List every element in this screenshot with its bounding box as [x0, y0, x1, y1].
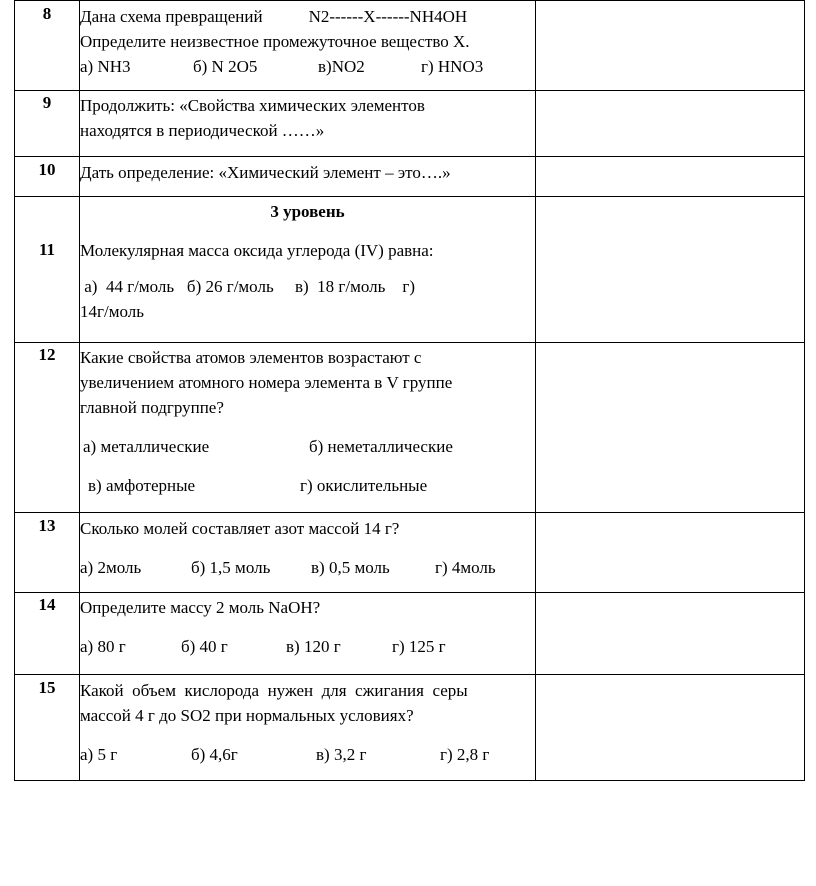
- question-text: Дана схема превращений: [80, 7, 263, 26]
- table-row: [15, 513, 805, 593]
- question-text: Определите массу 2 моль NaOH?: [80, 598, 321, 617]
- answer-option: г) HNO3: [421, 57, 484, 76]
- answer-option: б) N 2O5: [193, 57, 258, 76]
- question-text: Какие свойства атомов элементов возрастают с: [80, 348, 422, 367]
- answer-option: б) 4,6г: [191, 745, 238, 764]
- question-cell: [80, 513, 536, 593]
- answer-cell: [536, 91, 805, 157]
- question-text: Определите неизвестное промежуточное вещество X.: [80, 32, 470, 51]
- table-row: [15, 197, 805, 343]
- answer-option: б) 1,5 моль: [191, 558, 271, 577]
- table-row: [15, 1, 805, 91]
- question-number: 11: [15, 197, 80, 343]
- answer-cell: [536, 593, 805, 675]
- question-text: Продолжить: «Свойства химических элементов: [80, 96, 425, 115]
- table-row: [15, 91, 805, 157]
- answer-option: в) 120 г: [286, 637, 341, 656]
- question-cell: [80, 197, 536, 343]
- answer-option: в) 0,5 моль: [311, 558, 390, 577]
- question-cell: [80, 157, 536, 197]
- answer-option: а) металлические: [83, 437, 210, 456]
- question-cell: [80, 343, 536, 513]
- quiz-table: [14, 0, 805, 781]
- answer-option: в)NO2: [318, 57, 365, 76]
- answer-option: б) 40 г: [181, 637, 228, 656]
- question-number: 13: [15, 513, 80, 593]
- answer-cell: [536, 1, 805, 91]
- answer-options: 14г/моль: [80, 302, 144, 321]
- answer-cell: [536, 675, 805, 781]
- question-text: Дать определение: «Химический элемент – это….»: [80, 163, 451, 182]
- answer-option: а) NH3: [80, 57, 131, 76]
- answer-option: в) амфотерные: [88, 476, 196, 495]
- question-number: 10: [15, 157, 80, 197]
- question-cell: [80, 675, 536, 781]
- question-cell: [80, 91, 536, 157]
- question-text: находятся в периодической ……»: [80, 121, 325, 140]
- answer-cell: [536, 343, 805, 513]
- answer-option: г) окислительные: [300, 476, 428, 495]
- table-row: [15, 593, 805, 675]
- reaction-scheme: N2------X------NH4OH: [308, 7, 468, 26]
- answer-cell: [536, 197, 805, 343]
- table-row: [15, 343, 805, 513]
- question-text: массой 4 г до SO2 при нормальных условиях?: [80, 706, 414, 725]
- answer-option: г) 125 г: [392, 637, 446, 656]
- answer-option: б) неметаллические: [309, 437, 453, 456]
- answer-cell: [536, 157, 805, 197]
- answer-option: а) 5 г: [80, 745, 118, 764]
- question-number: 12: [15, 343, 80, 513]
- answer-cell: [536, 513, 805, 593]
- answer-option: а) 80 г: [80, 637, 126, 656]
- question-text: Молекулярная масса оксида углерода (IV) равна:: [80, 241, 434, 260]
- answer-option: в) 3,2 г: [316, 745, 367, 764]
- answer-option: г) 2,8 г: [440, 745, 490, 764]
- question-number: 8: [15, 1, 80, 91]
- question-number: 14: [15, 593, 80, 675]
- table-row: [15, 157, 805, 197]
- question-text: главной подгруппе?: [80, 398, 224, 417]
- question-number: 9: [15, 91, 80, 157]
- table-row: [15, 675, 805, 781]
- answer-option: г) 4моль: [435, 558, 496, 577]
- question-text: увеличением атомного номера элемента в V группе: [80, 373, 453, 392]
- answer-options: а) 44 г/моль б) 26 г/моль в) 18 г/моль г): [80, 277, 415, 296]
- answer-option: а) 2моль: [80, 558, 142, 577]
- question-number: 15: [15, 675, 80, 781]
- question-text: Сколько молей составляет азот массой 14 г?: [80, 519, 400, 538]
- question-text: Какой объем кислорода нужен для сжигания серы: [80, 681, 468, 700]
- level-heading: 3 уровень: [270, 202, 345, 221]
- question-cell: [80, 593, 536, 675]
- question-cell: [80, 1, 536, 91]
